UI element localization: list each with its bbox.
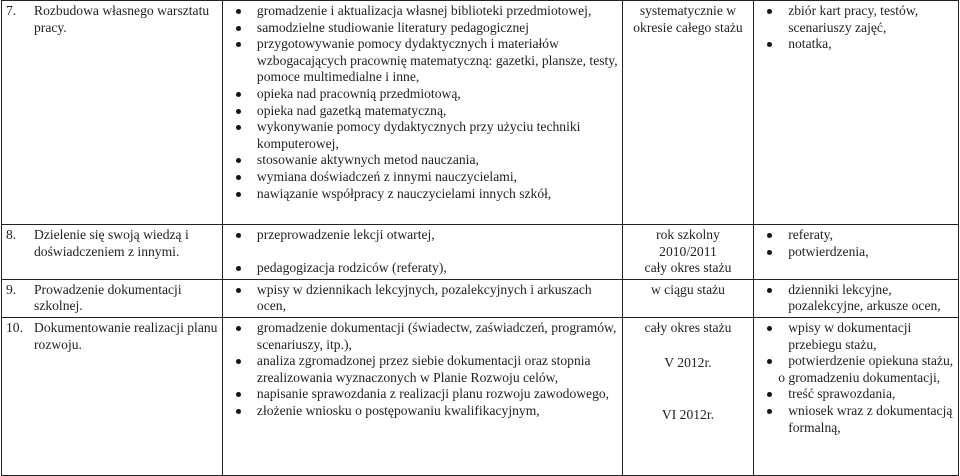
list-item: treść sprawozdania, <box>758 386 954 403</box>
bullet-icon <box>236 359 241 364</box>
actions-cell <box>222 225 622 280</box>
list-item: gromadzenie dokumentacji (świadectw, zaświadczeń, programów, scenariuszy, itp.), <box>227 320 618 353</box>
bullet-icon <box>767 42 772 47</box>
list-item: pedagogizacja rodziców (referaty), <box>227 260 618 277</box>
task-title: Dzielenie się swoją wiedzą i doświadczeniem z innymi. <box>34 227 189 259</box>
evidence-cell <box>754 1 959 225</box>
list-item: o gromadzeniu dokumentacji, <box>778 369 941 385</box>
bullet-icon <box>767 250 772 255</box>
list-item: napisanie sprawozdania z realizacji planu rozwoju zawodowego, <box>227 386 618 403</box>
bullet-icon <box>236 109 241 114</box>
list-item: złożenie wniosku o postępowaniu kwalifikacyjnym, <box>227 403 618 420</box>
list-item: zbiór kart pracy, testów, scenariuszy zajęć, <box>758 3 954 36</box>
table-row <box>2 225 959 280</box>
list-item: wykonywanie pomocy dydaktycznych przy użyciu techniki komputerowej, <box>227 119 618 152</box>
evidence-cell <box>754 225 959 280</box>
task-cell <box>2 1 223 225</box>
bullet-icon <box>236 92 241 97</box>
time-cell: w ciągu stażu <box>622 279 753 317</box>
bullet-icon <box>236 26 241 31</box>
list-item: przeprowadzenie lekcji otwartej, <box>227 227 618 244</box>
task-number: 8. <box>6 227 17 242</box>
list-item: przygotowywanie pomocy dydaktycznych i materiałów wzbogacających pracownię matematyczną: gazetki, plansze, testy, pomoce multimedialne i inne, <box>227 36 618 86</box>
bullet-icon <box>236 125 241 130</box>
bullet-icon <box>236 409 241 414</box>
evidence-cell <box>754 317 959 475</box>
task-cell <box>2 279 223 317</box>
task-cell <box>2 225 223 280</box>
list-item: wniosek wraz z dokumentacją formalną, <box>758 403 954 436</box>
list-item: referaty, <box>758 227 954 244</box>
bullet-icon <box>767 9 772 14</box>
bullet-icon <box>236 9 241 14</box>
time-text: systematycznie w okresie całego stażu <box>633 3 743 35</box>
list-item: potwierdzenia, <box>758 244 954 261</box>
list-item: opieka nad pracownią przedmiotową, <box>227 86 618 103</box>
task-number: 10. <box>6 319 23 335</box>
task-cell <box>2 317 223 475</box>
list-item: dzienniki lekcyjne, pozalekcyjne, arkusze ocen, <box>758 282 954 315</box>
bullet-icon <box>236 175 241 180</box>
table-row <box>2 1 959 225</box>
table-row <box>2 279 959 317</box>
bullet-icon <box>236 392 241 397</box>
list-item: wpisy w dziennikach lekcyjnych, pozalekcyjnych i arkuszach ocen, <box>227 282 618 315</box>
bullet-icon <box>236 266 241 271</box>
bullet-icon <box>767 359 772 364</box>
list-item: samodzielne studiowanie literatury pedagogicznej <box>227 20 618 37</box>
bullet-icon <box>236 192 241 197</box>
list-item: stosowanie aktywnych metod nauczania, <box>227 152 618 169</box>
actions-cell <box>222 279 622 317</box>
task-title: Prowadzenie dokumentacji szkolnej. <box>34 281 182 314</box>
time-cell <box>622 1 753 225</box>
bullet-icon <box>236 42 241 47</box>
list-item: potwierdzenie opiekuna stażu, <box>758 353 954 370</box>
bullet-icon <box>767 288 772 293</box>
time-cell: rok szkolny 2010/2011 cały okres stażu <box>622 225 753 280</box>
evidence-cell <box>754 279 959 317</box>
list-item: analiza zgromadzonej przez siebie dokumentacji oraz stopnia zrealizowania wyznaczonych w Planie Rozwoju celów, <box>227 353 618 386</box>
list-item: notatka, <box>758 36 954 53</box>
task-title: Rozbudowa własnego warsztatu pracy. <box>34 3 210 35</box>
bullet-icon <box>236 158 241 163</box>
bullet-icon <box>767 326 772 331</box>
task-number: 9. <box>6 281 17 297</box>
list-item: wpisy w dokumentacji przebiegu stażu, <box>758 320 954 353</box>
bullet-icon <box>767 233 772 238</box>
bullet-icon <box>236 233 241 238</box>
list-item: gromadzenie i aktualizacja własnej biblioteki przedmiotowej, <box>227 3 618 20</box>
bullet-icon <box>236 326 241 331</box>
actions-cell <box>222 1 622 225</box>
bullet-icon <box>236 288 241 293</box>
actions-cell <box>222 317 622 475</box>
list-item: nawiązanie współpracy z nauczycielami innych szkół, <box>227 186 618 203</box>
development-plan-table <box>1 0 959 476</box>
list-item: wymiana doświadczeń z innymi nauczycielami, <box>227 169 618 186</box>
bullet-icon <box>767 409 772 414</box>
list-item: opieka nad gazetką matematyczną, <box>227 103 618 120</box>
time-cell: cały okres stażu V 2012r. VI 2012r. <box>622 317 753 475</box>
bullet-icon <box>767 392 772 397</box>
table-row <box>2 317 959 475</box>
task-number: 7. <box>6 3 17 18</box>
task-title: Dokumentowanie realizacji planu rozwoju. <box>34 319 218 352</box>
